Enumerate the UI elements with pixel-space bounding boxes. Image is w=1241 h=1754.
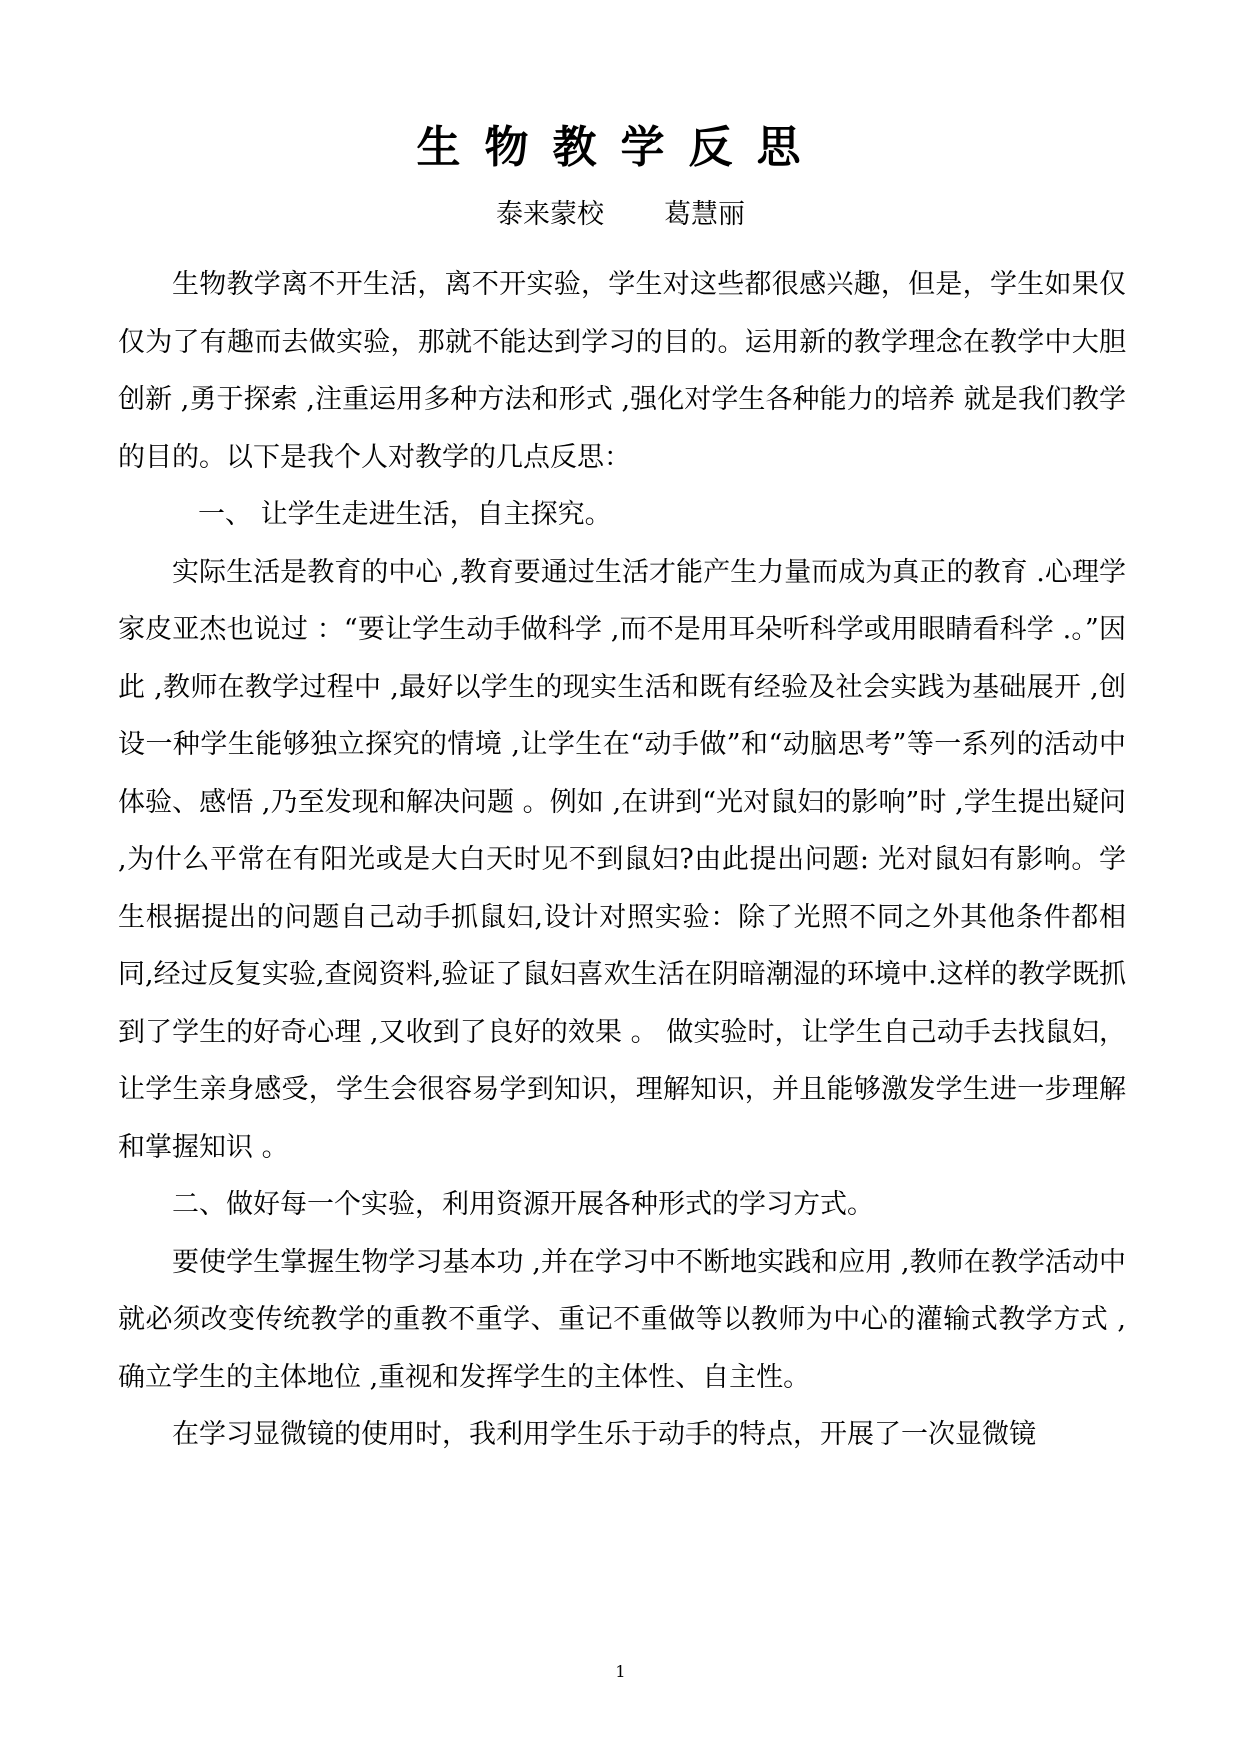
section-2-paragraph-continued: 在学习显微镜的使用时，我利用学生乐于动手的特点，开展了一次显微镜 <box>172 1419 1036 1450</box>
section-heading-1: 一、 让学生走进生活，自主探究。 <box>198 499 612 530</box>
author-line <box>0 195 1241 235</box>
author-name: 葛慧丽 <box>664 199 745 230</box>
section-2-paragraph: 要使学生掌握生物学习基本功 ,并在学习中不断地实践和应用 ,教师在教学活动中就必须改变传统教学的重教不重学、重记不重做等以教师为中心的灌输式教学方式 ,确立学生的主体地位 ,重视和发挥学生的主体性、自主性。 <box>118 1246 1126 1393</box>
document-title: 生物教学反思 <box>416 122 825 173</box>
page-number: 1 <box>615 1662 626 1681</box>
section-1-paragraph: 实际生活是教育的中心 ,教育要通过生活才能产生力量而成为真正的教育 .心理学家皮亚杰也说过 ：“要让学生动手做科学 ,而不是用耳朵听科学或用眼睛看科学 .。”因此 ,教师在教学过程中 ,最好以学生的现实生活和既有经验及社会实践为基础展开 ,创设一种学生能够独立探究的情境 ,让学生在“动手做”和“动脑思考”等一系列的活动中体验、感悟 ,乃至发现和解决问题 。例如 ,在讲到“光对鼠妇的影响”时 ,学生提出疑问 ,为什么平常在有阳光或是大白天时见不到鼠妇?由此提出问题: 光对鼠妇有影响。学生根据提出的问题自己动手抓鼠妇,设计对照实验：除了光照不同之外其他条件都相同,经过反复实验,查阅资料,验证了鼠妇喜欢生活在阴暗潮湿的环境中.这样的教学既抓到了学生的好奇心理 ,又收到了良好的效果 。 做实验时，让学生自己动手去找鼠妇，让学生亲身感受，学生会很容易学到知识，理解知识，并且能够激发学生进一步理解和掌握知识 。 <box>118 556 1126 1163</box>
document-body <box>118 256 1126 1464</box>
section-heading-2: 二、做好每一个实验，利用资源开展各种形式的学习方式。 <box>172 1189 874 1220</box>
intro-paragraph: 生物教学离不开生活，离不开实验，学生对这些都很感兴趣，但是，学生如果仅仅为了有趣而去做实验，那就不能达到学习的目的。运用新的教学理念在教学中大胆创新 ,勇于探索 ,注重运用多种方法和形式 ,强化对学生各种能力的培养 就是我们教学的目的。以下是我个人对教学的几点反思： <box>118 269 1126 473</box>
author-school: 泰来蒙校 <box>496 199 604 230</box>
